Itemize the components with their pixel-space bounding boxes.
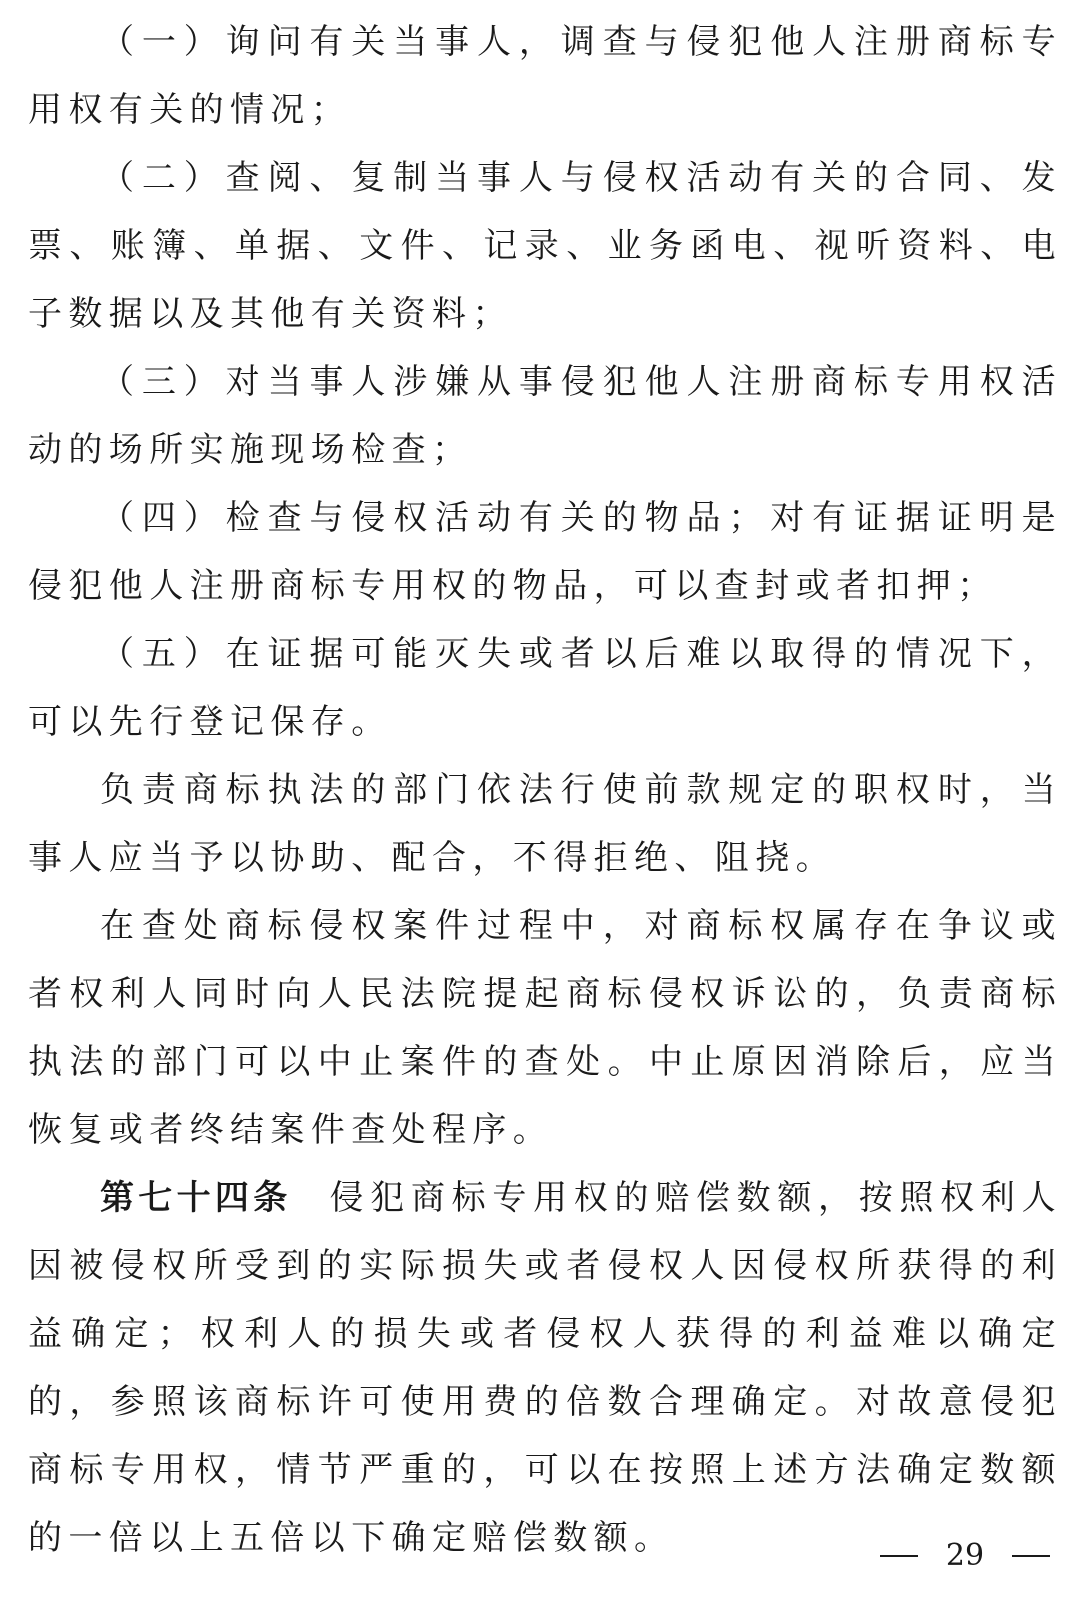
page-number: 29	[945, 1538, 985, 1573]
article-title: 第七十四条	[100, 1178, 292, 1218]
paragraph-item-3: （三）对当事人涉嫌从事侵犯他人注册商标专用权活动的场所实施现场检查；	[28, 362, 1062, 470]
paragraph-cooperation: 负责商标执法的部门依法行使前款规定的职权时，当事人应当予以协助、配合，不得拒绝、阻挠。	[28, 770, 1062, 878]
article-74	[28, 1164, 1062, 1572]
article-body: 侵犯商标专用权的赔偿数额，按照权利人因被侵权所受到的实际损失或者侵权人因侵权所获得的利益确定；权利人的损失或者侵权人获得的利益难以确定的，参照该商标许可使用费的倍数合理确定。对故意侵犯商标专用权，情节严重的，可以在按照上述方法确定数额的一倍以上五倍以下确定赔偿数额。	[28, 1178, 1062, 1558]
footer-dash-left	[880, 1555, 918, 1557]
paragraph-item-5: （五）在证据可能灭失或者以后难以取得的情况下，可以先行登记保存。	[28, 634, 1062, 742]
paragraph-item-2: （二）查阅、复制当事人与侵权活动有关的合同、发票、账簿、单据、文件、记录、业务函电、视听资料、电子数据以及其他有关资料；	[28, 158, 1062, 334]
document-page	[28, 8, 1062, 1572]
paragraph-item-1: （一）询问有关当事人，调查与侵犯他人注册商标专用权有关的情况；	[28, 22, 1062, 130]
footer-dash-right	[1012, 1555, 1050, 1557]
paragraph-item-4: （四）检查与侵权活动有关的物品；对有证据证明是侵犯他人注册商标专用权的物品，可以查封或者扣押；	[28, 498, 1062, 606]
page-footer	[880, 1536, 1050, 1576]
paragraph-suspension: 在查处商标侵权案件过程中，对商标权属存在争议或者权利人同时向人民法院提起商标侵权诉讼的，负责商标执法的部门可以中止案件的查处。中止原因消除后，应当恢复或者终结案件查处程序。	[28, 906, 1062, 1150]
